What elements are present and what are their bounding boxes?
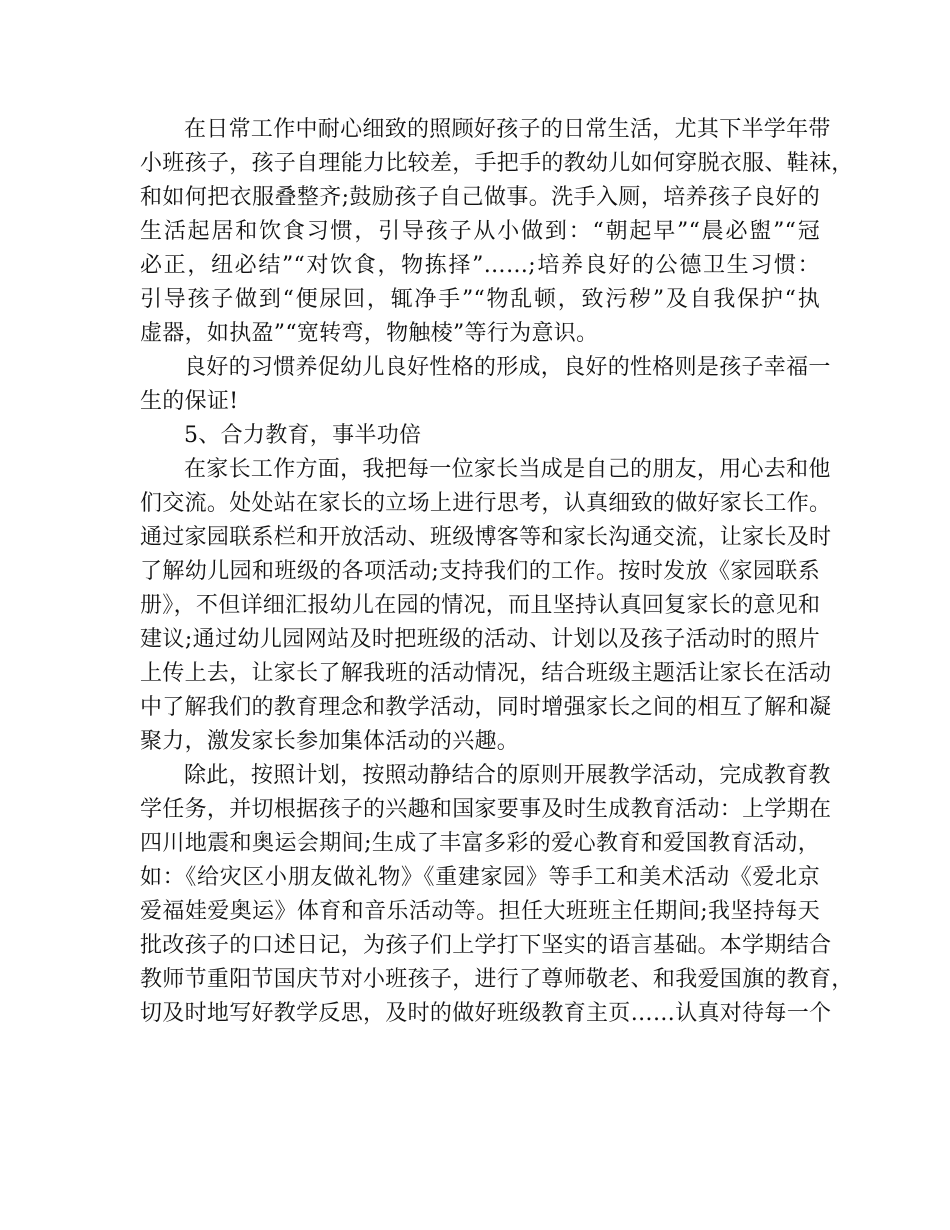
paragraph-line: 们交流。处处站在家长的立场上进行思考，认真细致的做好家长工作。 [140,491,832,516]
paragraph-line: 良好的习惯养促幼儿良好性格的形成，良好的性格则是孩子幸福一 [184,355,831,380]
paragraph-line: 通过家园联系栏和开放活动、班级博客等和家长沟通交流，让家长及时 [140,525,832,550]
paragraph-line: 除此，按照计划，按照动静结合的原则开展教学活动，完成教育教 [184,763,831,788]
paragraph-line: 在家长工作方面，我把每一位家长当成是自己的朋友，用心去和他 [184,457,831,482]
paragraph-line: 在日常工作中耐心细致的照顾好孩子的日常生活，尤其下半学年带 [184,117,831,142]
paragraph-line: 上传上去，让家长了解我班的活动情况，结合班级主题活让家长在活动 [140,661,832,686]
paragraph-line: 批改孩子的口述日记，为孩子们上学打下坚实的语言基础。本学期结合 [140,933,832,958]
paragraph-line: 四川地震和奥运会期间;生成了丰富多彩的爱心教育和爱国教育活动， [140,831,820,856]
paragraph-line: 必正，纽必结”“对饮食，物拣择”……;培养良好的公德卫生习惯： [140,253,820,278]
paragraph-line: 切及时地写好教学反思，及时的做好班级教育主页……认真对待每一个 [140,1001,832,1026]
paragraph-line: 建议;通过幼儿园网站及时把班级的活动、计划以及孩子活动时的照片 [140,627,820,652]
paragraph-line: 生活起居和饮食习惯，引导孩子从小做到：“朝起早”“晨必盥”“冠 [140,219,820,244]
paragraph-line: 小班孩子，孩子自理能力比较差，手把手的教幼儿如何穿脱衣服、鞋袜， [140,151,854,176]
paragraph-line: 生的保证! [140,389,239,414]
paragraph-line: 册》，不但详细汇报幼儿在园的情况，而且坚持认真回复家长的意见和 [140,593,821,618]
paragraph-line: 聚力，激发家长参加集体活动的兴趣。 [140,729,520,754]
paragraph-line: 学任务，并切根据孩子的兴趣和国家要事及时生成教育活动：上学期在 [140,797,832,822]
section-heading: 5、合力教育，事半功倍 [184,423,422,448]
paragraph-line: 爱福娃爱奥运》体育和音乐活动等。担任大班班主任期间;我坚持每天 [140,899,820,924]
document-body [140,113,854,1031]
paragraph-line: 和如何把衣服叠整齐;鼓励孩子自己做事。洗手入厕，培养孩子良好的 [140,185,820,210]
paragraph-line: 教师节重阳节国庆节对小班孩子，进行了尊师敬老、和我爱国旗的教育， [140,967,854,992]
paragraph-line: 中了解我们的教育理念和教学活动，同时增强家长之间的相互了解和凝 [140,695,832,720]
paragraph-line: 如：《给灾区小朋友做礼物》《重建家园》等手工和美术活动《爱北京 [140,865,820,890]
paragraph-line: 虚器，如执盈”“宽转弯，物触棱”等行为意识。 [140,321,599,346]
paragraph-line: 了解幼儿园和班级的各项活动;支持我们的工作。按时发放《家园联系 [140,559,820,584]
paragraph-line: 引导孩子做到“便尿回，辄净手”“物乱顿，致污秽”及自我保护“执 [140,287,820,312]
